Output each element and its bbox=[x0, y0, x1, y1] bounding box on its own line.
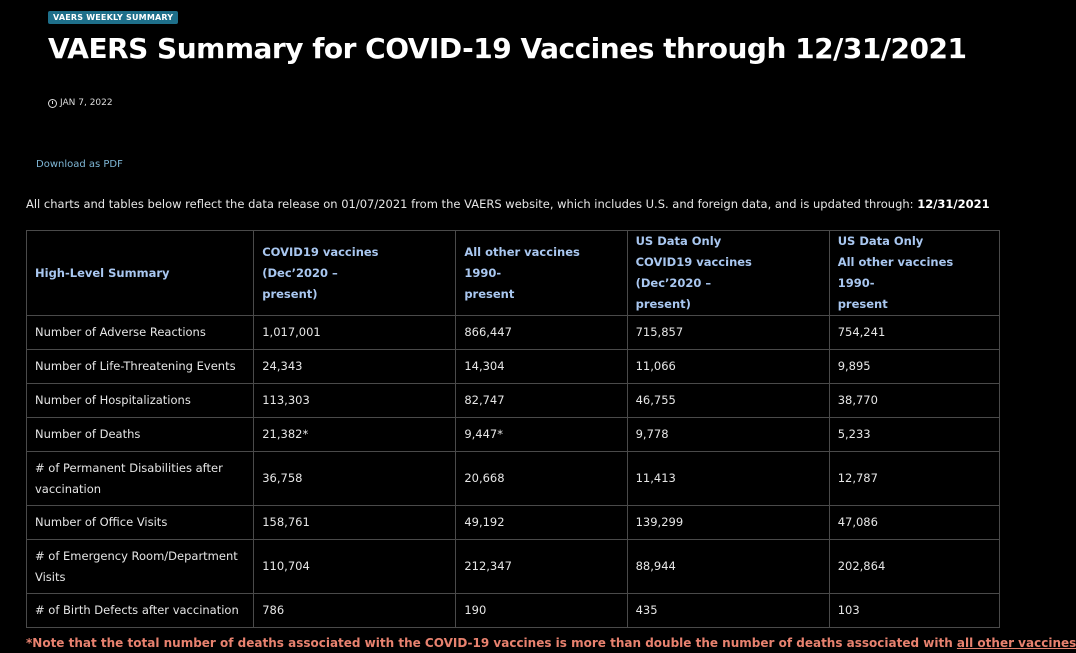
row-label: Number of Office Visits bbox=[27, 506, 254, 540]
cell-value: 113,303 bbox=[254, 384, 456, 418]
category-badge[interactable]: VAERS WEEKLY SUMMARY bbox=[48, 11, 178, 24]
note-text: *Note that the total number of deaths associated with the COVID-19 vaccines is more than double the number of deaths associated with bbox=[26, 636, 957, 650]
intro-paragraph bbox=[26, 197, 990, 211]
table-header-row bbox=[27, 231, 1000, 316]
cell-value: 435 bbox=[627, 594, 829, 628]
row-label: # of Birth Defects after vaccination bbox=[27, 594, 254, 628]
cell-value: 786 bbox=[254, 594, 456, 628]
cell-value: 715,857 bbox=[627, 316, 829, 350]
header-us-other-vaccines bbox=[829, 231, 999, 316]
table-row bbox=[27, 594, 1000, 628]
cell-value: 11,413 bbox=[627, 452, 829, 506]
cell-value: 110,704 bbox=[254, 540, 456, 594]
cell-value: 866,447 bbox=[456, 316, 627, 350]
header-label: US Data Only bbox=[635, 234, 722, 248]
header-label: present) bbox=[635, 297, 691, 311]
header-label: US Data Only bbox=[837, 234, 924, 248]
cell-value: 12,787 bbox=[829, 452, 999, 506]
cell-value: 5,233 bbox=[829, 418, 999, 452]
post-date-text: JAN 7, 2022 bbox=[60, 98, 113, 108]
cell-value: 36,758 bbox=[254, 452, 456, 506]
table-row bbox=[27, 418, 1000, 452]
cell-value: 47,086 bbox=[829, 506, 999, 540]
header-label: present bbox=[837, 297, 888, 311]
deaths-note bbox=[26, 636, 1076, 650]
cell-value: 20,668 bbox=[456, 452, 627, 506]
header-us-covid19-vaccines bbox=[627, 231, 829, 316]
cell-value: 88,944 bbox=[627, 540, 829, 594]
table-row bbox=[27, 384, 1000, 418]
cell-value: 139,299 bbox=[627, 506, 829, 540]
cell-value: 202,864 bbox=[829, 540, 999, 594]
cell-value: 190 bbox=[456, 594, 627, 628]
summary-table bbox=[26, 230, 1000, 628]
header-label: All other vaccines 1990- bbox=[837, 255, 954, 290]
cell-value: 103 bbox=[829, 594, 999, 628]
cell-value: 9,895 bbox=[829, 350, 999, 384]
table-row bbox=[27, 540, 1000, 594]
table-row bbox=[27, 316, 1000, 350]
table-row bbox=[27, 506, 1000, 540]
cell-value: 11,066 bbox=[627, 350, 829, 384]
header-other-vaccines bbox=[456, 231, 627, 316]
cell-value: 212,347 bbox=[456, 540, 627, 594]
download-pdf-link[interactable]: Download as PDF bbox=[36, 159, 123, 170]
cell-value: 1,017,001 bbox=[254, 316, 456, 350]
cell-value: 38,770 bbox=[829, 384, 999, 418]
table-row bbox=[27, 452, 1000, 506]
header-label: present bbox=[464, 286, 515, 301]
all-other-vaccines-link[interactable]: all other vaccines bbox=[956, 636, 1076, 650]
cell-value: 158,761 bbox=[254, 506, 456, 540]
cell-value: 46,755 bbox=[627, 384, 829, 418]
cell-value: 21,382* bbox=[254, 418, 456, 452]
cell-value: 14,304 bbox=[456, 350, 627, 384]
cell-value: 24,343 bbox=[254, 350, 456, 384]
table-row bbox=[27, 350, 1000, 384]
row-label: Number of Life-Threatening Events bbox=[27, 350, 254, 384]
intro-date: 12/31/2021 bbox=[917, 197, 990, 211]
header-label: COVID19 vaccines (Dec’2020 – bbox=[635, 255, 752, 290]
cell-value: 9,778 bbox=[627, 418, 829, 452]
row-label: # of Emergency Room/Department Visits bbox=[27, 540, 254, 594]
cell-value: 754,241 bbox=[829, 316, 999, 350]
intro-text: All charts and tables below reflect the data release on 01/07/2021 from the VAERS website, which includes U.S. and foreign data, and is updated through: bbox=[26, 197, 918, 211]
row-label: Number of Adverse Reactions bbox=[27, 316, 254, 350]
cell-value: 49,192 bbox=[456, 506, 627, 540]
header-label: All other vaccines 1990- bbox=[464, 244, 580, 280]
page-title: VAERS Summary for COVID-19 Vaccines through 12/31/2021 bbox=[48, 32, 967, 65]
row-label: Number of Deaths bbox=[27, 418, 254, 452]
cell-value: 9,447* bbox=[456, 418, 627, 452]
header-label: present) bbox=[262, 286, 318, 301]
header-label: COVID19 vaccines (Dec’2020 – bbox=[262, 244, 379, 280]
cell-value: 82,747 bbox=[456, 384, 627, 418]
post-date bbox=[48, 98, 113, 108]
header-label: High-Level Summary bbox=[35, 265, 170, 280]
clock-icon bbox=[48, 99, 57, 108]
row-label: Number of Hospitalizations bbox=[27, 384, 254, 418]
header-covid19-vaccines bbox=[254, 231, 456, 316]
row-label: # of Permanent Disabilities after vaccination bbox=[27, 452, 254, 506]
header-high-level-summary bbox=[27, 231, 254, 316]
